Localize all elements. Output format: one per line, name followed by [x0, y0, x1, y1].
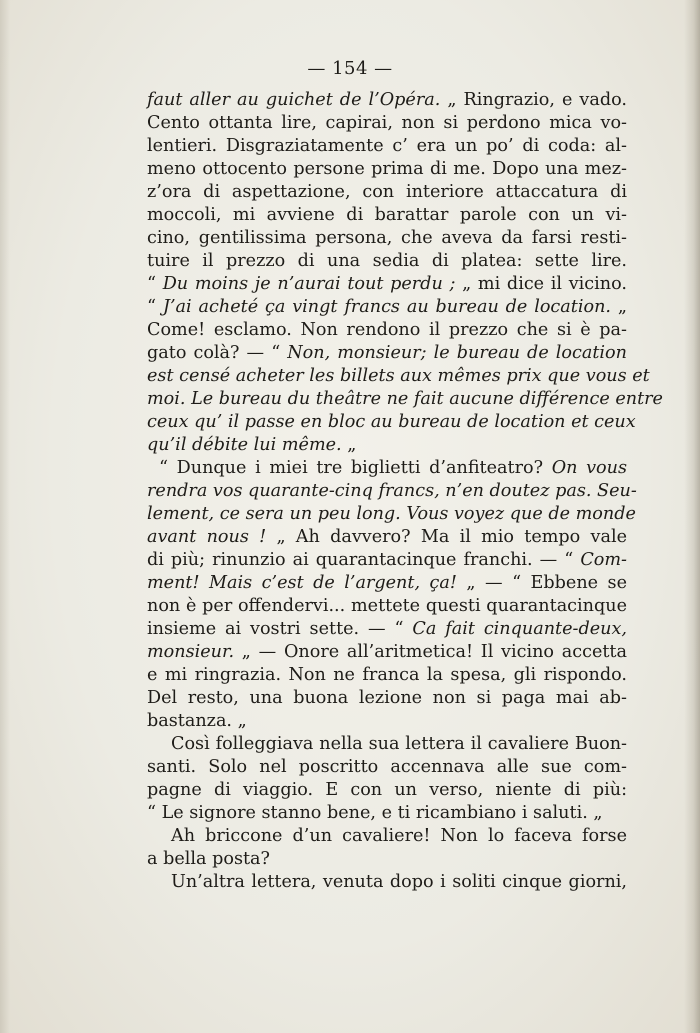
text-run: a bella posta?	[147, 849, 270, 869]
italic-text: faut aller au guichet de l’Opéra.	[147, 90, 441, 110]
text-line	[147, 296, 627, 319]
text-line	[147, 756, 627, 779]
text-line	[147, 848, 627, 871]
page-right-shadow	[684, 0, 700, 1033]
text-line	[147, 802, 627, 825]
italic-text: Com-	[580, 550, 627, 570]
text-line	[147, 618, 627, 641]
text-run: moccoli, mi avviene di barattar parole con un vi-	[147, 205, 627, 225]
italic-text: Ca fait cinquante-deux,	[412, 619, 627, 639]
text-run: santi. Solo nel poscritto accennava alle sue com-	[147, 757, 627, 777]
text-run: „ mi dice il vicino.	[455, 274, 627, 294]
text-line	[147, 503, 636, 526]
paragraph	[147, 825, 627, 871]
text-line	[147, 549, 627, 572]
text-run: „ — Onore all’aritmetica! Il vicino accetta	[234, 642, 627, 662]
text-run: „ Ah davvero? Ma il mio tempo vale	[266, 527, 627, 547]
text-run: Del resto, una buona lezione non si paga mai ab-	[147, 688, 627, 708]
text-line	[147, 158, 627, 181]
text-line	[147, 457, 627, 480]
text-line	[147, 135, 627, 158]
text-run: “	[147, 274, 163, 294]
text-line	[147, 710, 627, 733]
text-run: Un’altra lettera, venuta dopo i soliti cinque giorni,	[171, 872, 627, 892]
text-line	[147, 572, 627, 595]
text-line	[147, 319, 627, 342]
text-line	[147, 388, 663, 411]
text-line	[147, 365, 650, 388]
text-line	[147, 411, 636, 434]
text-run: Cento ottanta lire, capirai, non si perdono mica vo-	[147, 113, 627, 133]
text-line	[147, 250, 627, 273]
text-run: insieme ai vostri sette. — “	[147, 619, 413, 639]
text-line	[147, 227, 627, 250]
page-left-shadow	[0, 0, 10, 1033]
italic-text: Non, monsieur; le bureau de location	[287, 343, 627, 363]
text-run: „ — “ Ebbene se	[456, 573, 627, 593]
text-line	[147, 434, 627, 457]
italic-text: est censé acheter les billets aux mêmes prix que vous et	[147, 366, 650, 386]
text-line	[147, 595, 627, 618]
text-line	[147, 342, 627, 365]
text-run: Così folleggiava nella sua lettera il cavaliere Buon-	[171, 734, 627, 754]
text-run: Come! esclamo. Non rendono il prezzo che si è pa-	[147, 320, 627, 340]
text-run: “ Le signore stanno bene, e ti ricambiano i saluti. „	[147, 803, 603, 823]
text-line	[147, 204, 627, 227]
text-run: cino, gentilissima persona, che aveva da farsi resti-	[147, 228, 627, 248]
text-run: meno ottocento persone prima di me. Dopo una mez-	[147, 159, 627, 179]
text-run: „ Ringrazio, e vado.	[440, 90, 627, 110]
italic-text: monsieur.	[147, 642, 235, 662]
italic-text: On vous	[551, 458, 627, 478]
text-line	[147, 112, 627, 135]
text-line	[147, 871, 627, 894]
body-text	[147, 89, 663, 894]
text-line	[147, 779, 627, 802]
text-run: lentieri. Disgraziatamente c’ era un po’ di coda: al-	[147, 136, 627, 156]
paragraph	[147, 733, 627, 825]
text-run: „	[341, 435, 357, 455]
text-run: gato colà? — “	[147, 343, 288, 363]
text-run: “	[147, 297, 163, 317]
paragraph	[147, 871, 627, 894]
text-run: “ Dunque i miei tre biglietti d’anfiteatro?	[159, 458, 552, 478]
text-run: e mi ringrazia. Non ne franca la spesa, gli rispondo.	[147, 665, 627, 685]
text-line	[147, 664, 627, 687]
page-number: — 154 —	[307, 58, 393, 79]
text-line	[147, 641, 627, 664]
paragraph	[147, 457, 637, 733]
paragraph	[147, 89, 663, 457]
text-line	[147, 825, 627, 848]
text-line	[147, 526, 627, 549]
italic-text: lement, ce sera un peu long. Vous voyez que de monde	[147, 504, 636, 524]
italic-text: Du moins je n’aurai tout perdu ;	[162, 274, 456, 294]
text-run: di più; rinunzio ai quarantacinque franchi. — “	[147, 550, 581, 570]
italic-text: ceux qu’ il passe en bloc au bureau de location et ceux	[147, 412, 636, 432]
text-run: z’ora di aspettazione, con interiore attaccatura di	[147, 182, 627, 202]
text-line	[147, 687, 627, 710]
italic-text: rendra vos quarante-cinq francs, n’en doutez pas. Seu-	[147, 481, 637, 501]
italic-text: ment! Mais c’est de l’argent, ça!	[147, 573, 457, 593]
text-run: bastanza. „	[147, 711, 247, 731]
italic-text: moi. Le bureau du theâtre ne fait aucune différence entre	[147, 389, 663, 409]
text-run: tuire il prezzo di una sedia di platea: sette lire.	[147, 251, 627, 271]
italic-text: avant nous !	[147, 527, 267, 547]
italic-text: J’ai acheté ça vingt francs au bureau de location.	[162, 297, 611, 317]
text-run: „	[611, 297, 627, 317]
italic-text: qu’il débite lui même.	[147, 435, 342, 455]
text-run: Ah briccone d’un cavaliere! Non lo faceva forse	[171, 826, 627, 846]
text-run: non è per offendervi... mettete questi quarantacinque	[147, 596, 627, 616]
text-line	[147, 181, 627, 204]
text-line	[147, 480, 637, 503]
text-line	[147, 273, 627, 296]
text-line	[147, 733, 627, 756]
text-line	[147, 89, 627, 112]
text-run: pagne di viaggio. E con un verso, niente di più:	[147, 780, 627, 800]
